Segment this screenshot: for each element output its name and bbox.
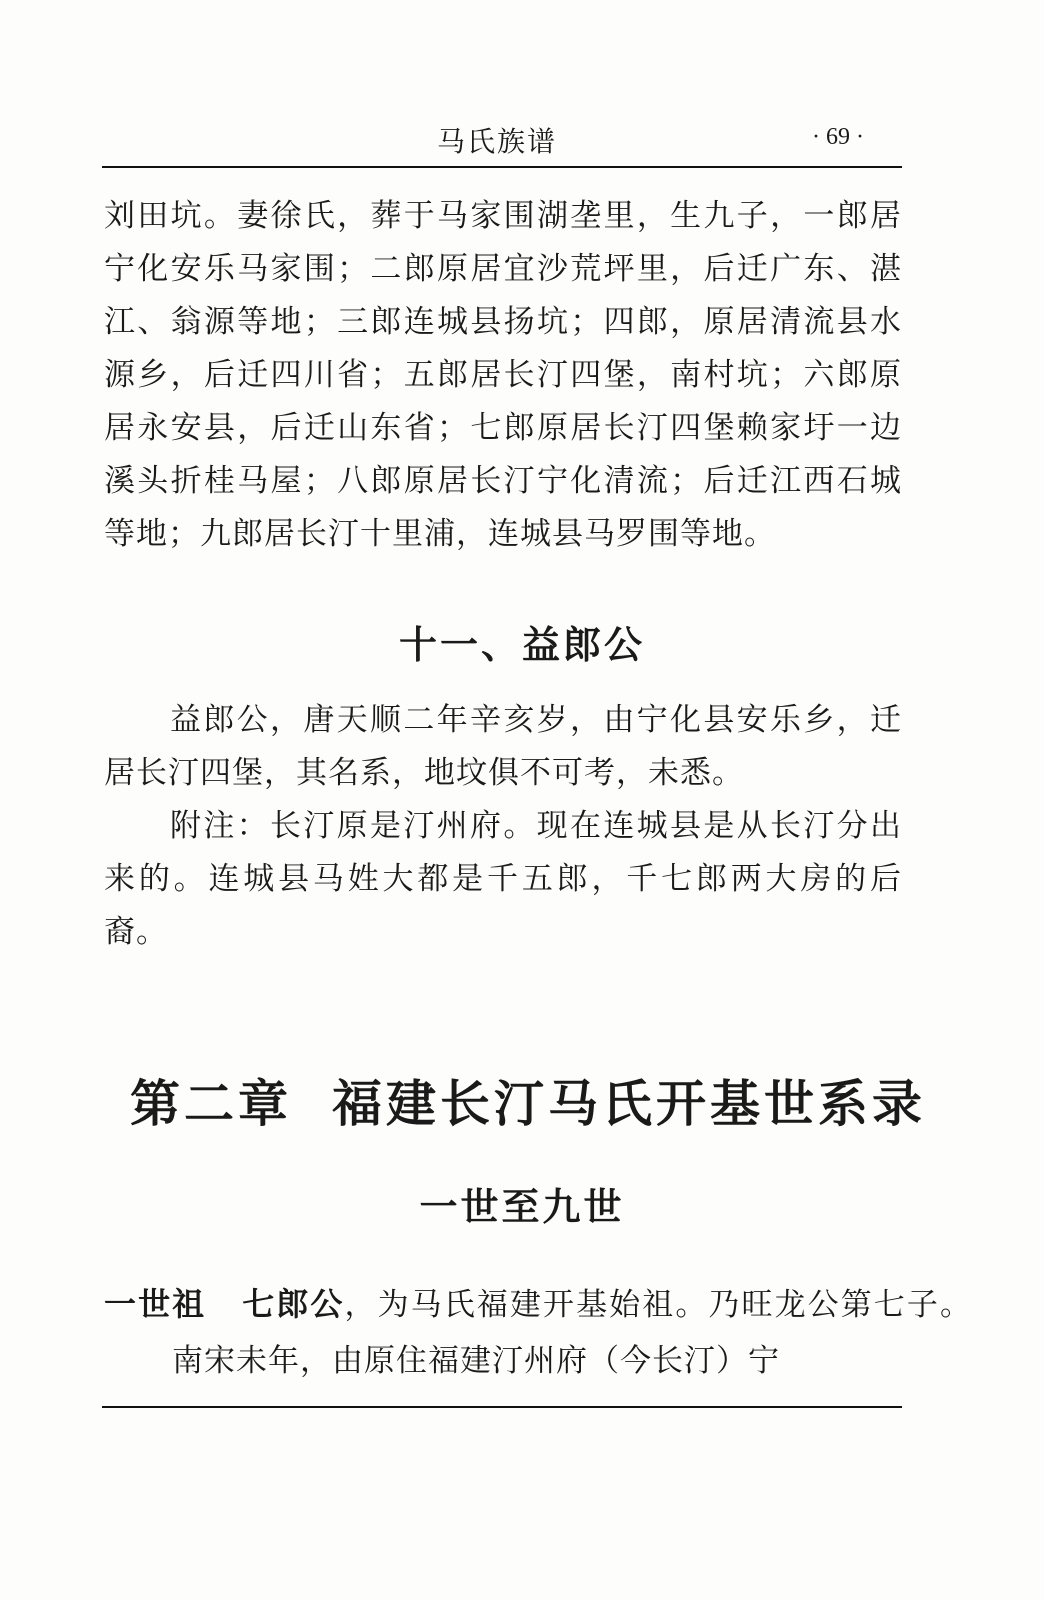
section-heading: 十一、益郎公	[398, 623, 645, 667]
chapter-name: 福建长汀马氏开基世系录	[332, 1074, 926, 1133]
paragraph-note: 附注：长汀原是汀州府。现在连城县是从长汀分出来的。连城县马姓大都是千五郎，千七郎两大房的后裔。	[104, 808, 902, 950]
paragraph-yilang: 益郎公，唐天顺二年辛亥岁，由宁化县安乐乡，迁居长汀四堡，其名系，地坟俱不可考，未悉。	[104, 702, 902, 791]
entry-generation: 一世祖	[104, 1285, 207, 1323]
header-rule	[102, 166, 902, 168]
running-header	[102, 112, 902, 166]
entry-name: 七郎公	[242, 1285, 345, 1323]
chapter-number: 第二章	[130, 1074, 292, 1133]
chapter-title	[130, 1064, 926, 1136]
entry-text: ，为马氏福建开基始祖。乃旺龙公第七子。南宋未年，由原住福建汀州府（今长汀）宁	[172, 1287, 972, 1379]
chapter-subheading: 一世至九世	[419, 1185, 625, 1229]
page-number: · 69 ·	[812, 124, 864, 150]
genealogy-entry	[104, 1276, 972, 1389]
paragraph-sons-residences: 刘田坑。妻徐氏，葬于马家围湖垄里，生九子，一郎居宁化安乐马家围；二郎原居宜沙荒坪里，后迁广东、湛江、翁源等地；三郎连城县扬坑；四郎，原居清流县水源乡，后迁四川省；五郎居长汀四堡，南村坑；六郎原居永安县，后迁山东省；七郎原居长汀四堡赖家圩一边溪头折桂马屋；八郎原居长汀宁化清流；后迁江西石城等地；九郎居长汀十里浦，连城县马罗围等地。	[104, 198, 902, 552]
footer-rule	[102, 1406, 902, 1408]
header-title: 马氏族谱	[437, 125, 558, 158]
